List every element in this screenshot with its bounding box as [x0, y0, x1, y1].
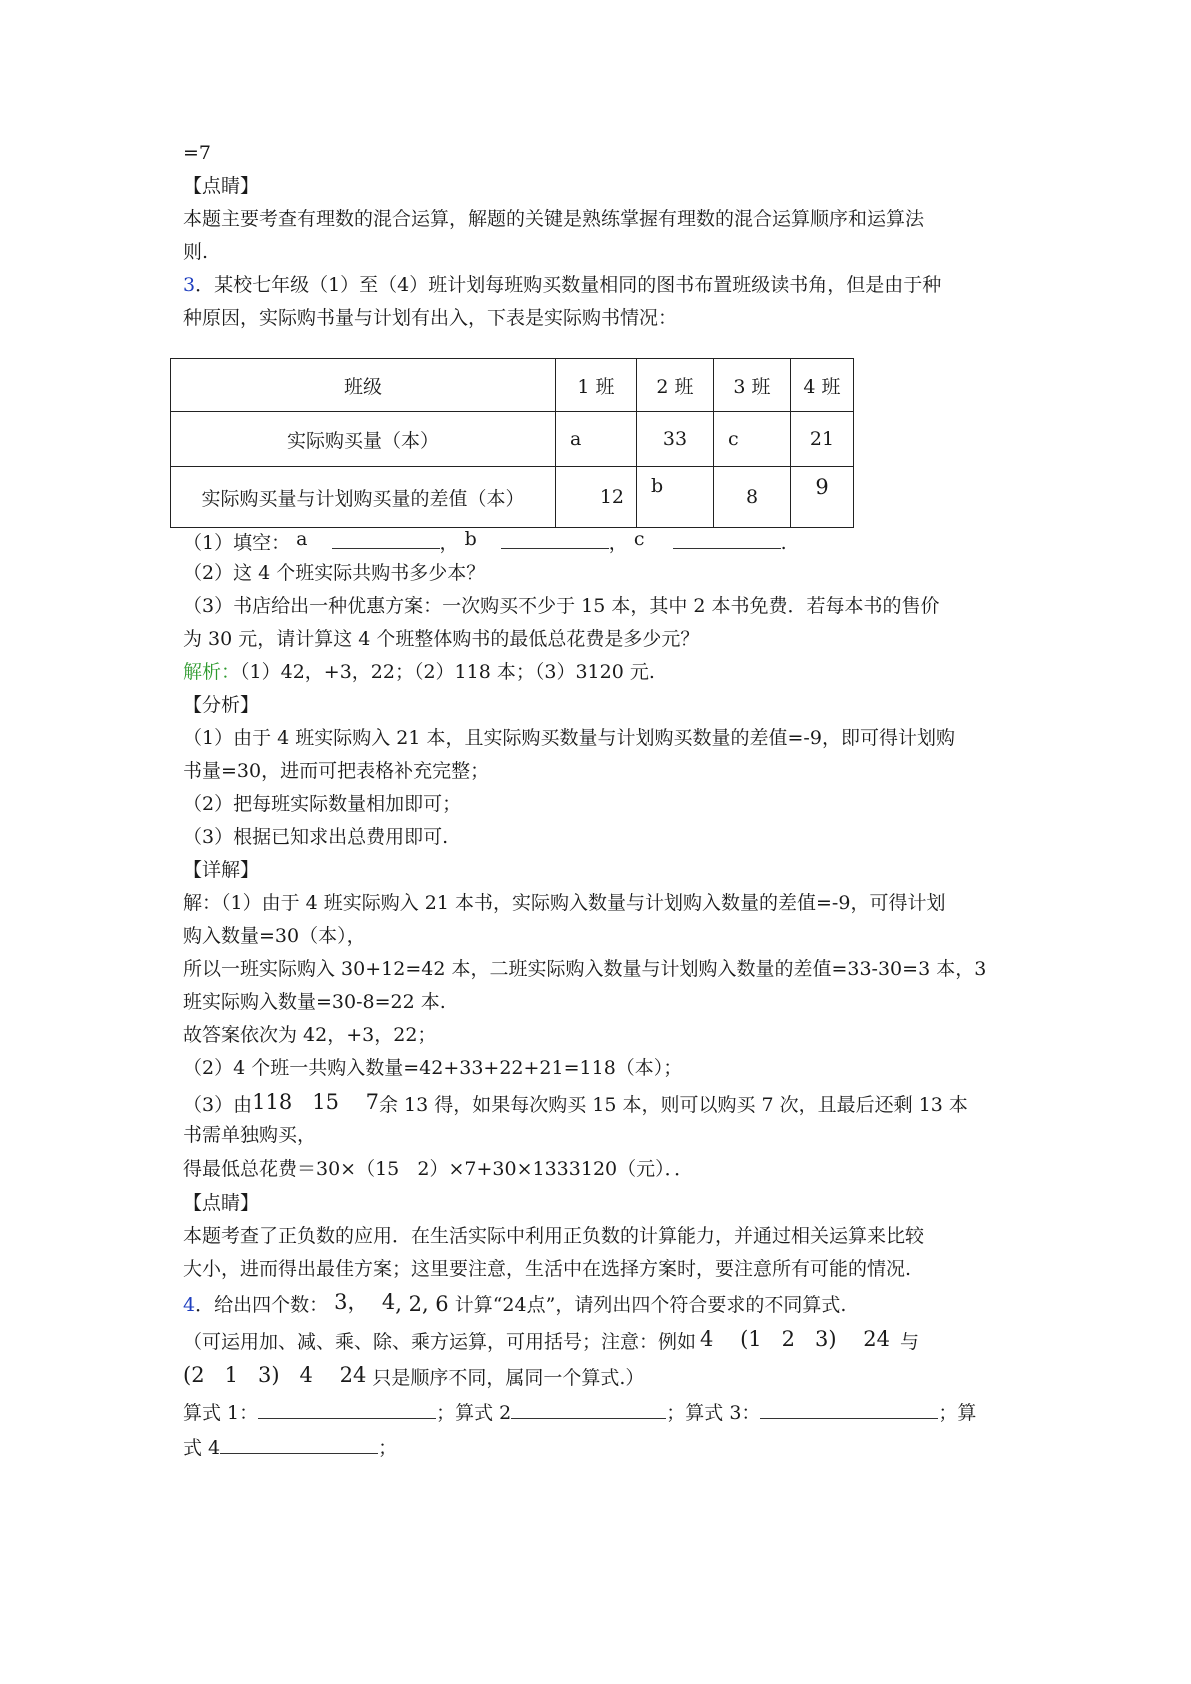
text-fragment: a — [296, 528, 308, 550]
text-fragment: ； — [378, 1437, 398, 1459]
text-fragment: ， — [608, 532, 628, 554]
text-line: 本题主要考查有理数的混合运算，解题的关键是熟练掌握有理数的混合运算顺序和运算法 — [183, 208, 925, 230]
text-fragment: 与 — [900, 1331, 920, 1353]
table-row — [171, 467, 854, 528]
table-cell: c — [714, 412, 791, 467]
table-cell: b — [637, 467, 714, 528]
text-line: =7 — [183, 142, 212, 164]
table-cell: 8 — [714, 467, 791, 528]
text-line: 解：（1）由于 4 班实际购入 21 本书，实际购入数量与计划购入数量的差值=-9，可得计划 — [183, 892, 946, 914]
table-cell: 12 — [556, 467, 637, 528]
question-text: ．某校七年级（1）至（4）班计划每班购买数量相同的图书布置班级读书角，但是由于种 — [195, 274, 942, 296]
text-fragment: ；算式 3： — [666, 1402, 761, 1424]
text-line: （2）这 4 个班实际共购书多少本？ — [183, 562, 486, 584]
text-fragment: （1）填空： — [183, 532, 291, 554]
table-cell: 4 班 — [791, 359, 854, 412]
text-line: 班实际购入数量=30-8=22 本. — [183, 991, 446, 1013]
text-fragment: 式 4 — [183, 1437, 221, 1459]
text-line: 故答案依次为 42，+3，22； — [183, 1024, 437, 1046]
text-line: 本题考查了正负数的应用．在生活实际中利用正负数的计算能力，并通过相关运算来比较 — [183, 1225, 925, 1247]
math-expression: 3， 4 — [334, 1290, 396, 1314]
text-fragment: 余 13 得，如果每次购买 15 本，则可以购买 7 次，且最后还剩 13 本 — [379, 1094, 968, 1116]
text-line: 得最低总花费＝30×（15 2）×7+30×1333120（元）．． — [183, 1158, 694, 1180]
text-fragment: 只是顺序不同，属同一个算式.） — [372, 1367, 645, 1389]
text-line: 购入数量=30（本）， — [183, 925, 366, 947]
table-cell: 1 班 — [556, 359, 637, 412]
text-fragment: （3）由 — [183, 1094, 253, 1116]
purchase-table — [170, 358, 854, 528]
answer-blank — [501, 528, 609, 549]
text-line: 书量=30，进而可把表格补充完整； — [183, 760, 490, 782]
table-row — [171, 359, 854, 412]
question-3-line — [183, 272, 941, 298]
text-line: 为 30 元，请计算这 4 个班整体购书的最低总花费是多少元？ — [183, 628, 700, 650]
answer-blank — [332, 528, 440, 549]
section-heading: 【点睛】 — [183, 1192, 260, 1214]
text-line: （1）由于 4 班实际购入 21 本，且实际购买数量与计划购买数量的差值=-9，即可得计划购 — [183, 727, 955, 749]
text-line: 书需单独购买， — [183, 1124, 317, 1146]
text-line: 大小，进而得出最佳方案；这里要注意，生活中在选择方案时，要注意所有可能的情况. — [183, 1258, 912, 1280]
text-line: 则. — [183, 241, 209, 263]
question-number: 3 — [183, 274, 196, 296]
answer-line — [183, 659, 655, 685]
answer-blank-2 — [511, 1398, 666, 1419]
table-cell: 9 — [791, 467, 854, 528]
table-cell: 实际购买量与计划购买量的差值（本） — [171, 467, 556, 528]
text-fragment: ．给出四个数： — [195, 1294, 329, 1316]
table-cell: 班级 — [171, 359, 556, 412]
section-heading: 【点睛】 — [183, 175, 260, 197]
table-cell: 2 班 — [637, 359, 714, 412]
section-heading: 【分析】 — [183, 694, 260, 716]
text-line — [183, 1089, 968, 1118]
text-line — [183, 1362, 644, 1391]
fill-blank-line — [183, 526, 787, 556]
answer-blank-1 — [258, 1398, 436, 1419]
text-fragment: ；算 — [938, 1402, 977, 1424]
question-number: 4 — [183, 1294, 196, 1316]
text-fragment: ；算式 2 — [436, 1402, 512, 1424]
text-fragment: b — [464, 528, 477, 550]
table-row — [171, 412, 854, 467]
math-expression: 118 15 7 — [252, 1090, 379, 1114]
text-fragment: （可运用加、减、乘、除、乘方运算，可用括号；注意：例如 — [183, 1331, 697, 1353]
answer-text: （1）42，+3，22；（2）118 本；（3）3120 元. — [240, 661, 655, 683]
answer-blank-3 — [760, 1398, 938, 1419]
table-cell: 3 班 — [714, 359, 791, 412]
math-expression: (2 1 3) 4 24 — [183, 1363, 367, 1387]
answer-label: 解析： — [183, 661, 241, 683]
text-fragment: c — [633, 528, 645, 550]
table-cell: 33 — [637, 412, 714, 467]
text-fragment: ， — [439, 532, 459, 554]
text-line: （2）把每班实际数量相加即可； — [183, 793, 462, 815]
table-cell: 实际购买量（本） — [171, 412, 556, 467]
question-4-line — [183, 1289, 846, 1318]
table-cell: a — [556, 412, 637, 467]
text-fragment: 算式 1： — [183, 1402, 259, 1424]
table-cell: 21 — [791, 412, 854, 467]
text-line: （3）根据已知求出总费用即可. — [183, 826, 449, 848]
formula-blanks-line — [183, 1433, 397, 1461]
text-line: 种原因，实际购书量与计划有出入，下表是实际购书情况： — [183, 307, 678, 329]
answer-blank — [673, 528, 781, 549]
math-expression: , 2, 6 — [395, 1292, 449, 1316]
text-line: 所以一班实际购入 30+12=42 本，二班实际购入数量与计划购入数量的差值=33-30=3 本，3 — [183, 958, 987, 980]
math-expression: 4 (1 2 3) 24 — [700, 1327, 891, 1351]
formula-blanks-line — [183, 1398, 976, 1426]
text-line: （2）4 个班一共购入数量=42+33+22+21=118（本）； — [183, 1057, 683, 1079]
text-fragment: . — [780, 532, 787, 554]
text-line — [183, 1326, 919, 1355]
answer-blank-4 — [220, 1433, 378, 1454]
section-heading: 【详解】 — [183, 859, 260, 881]
text-fragment: 计算“24点”，请列出四个符合要求的不同算式. — [454, 1294, 847, 1316]
text-line: （3）书店给出一种优惠方案：一次购买不少于 15 本，其中 2 本书免费．若每本书的售价 — [183, 595, 940, 617]
